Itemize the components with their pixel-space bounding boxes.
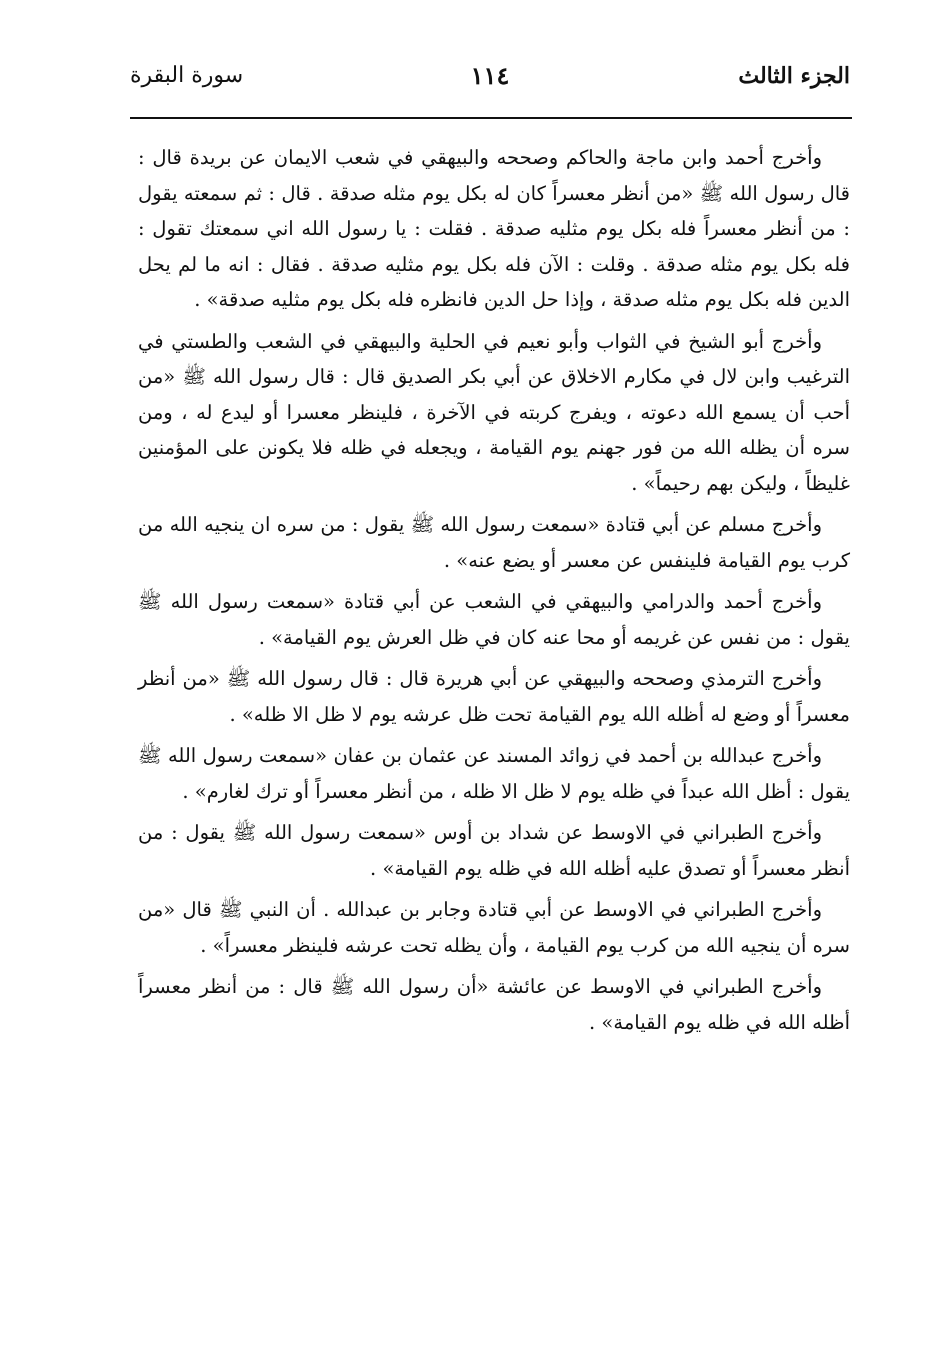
paragraph: وأخرج مسلم عن أبي قتادة «سمعت رسول الله ﷺ يقول : من سره ان ينجيه الله من كرب يوم القيامة فلينفس عن معسر أو يضع عنه» . [138,513,850,572]
paragraph: وأخرج أحمد وابن ماجة والحاكم وصححه والبيهقي في شعب الايمان عن بريدة قال : قال رسول الله ﷺ «من أنظر معسراً كان له بكل يوم مثله صدقة . قال : ثم سمعته يقول : من أنظر معسراً فله بكل يوم مثليه صدقة . فقلت : يا رسول الله اني سمعتك تقول : فله بكل يوم مثله صدقة . وقلت : الآن فله بكل يوم مثليه صدقة . فقال : انه ما لم يحل الدين فله بكل يوم مثله صدقة ، وإذا حل الدين فانظره فله بكل يوم مثليه صدقة» . [138,146,850,311]
paragraph: وأخرج الطبراني في الاوسط عن شداد بن أوس «سمعت رسول الله ﷺ يقول : من أنظر معسراً أو تصدق عليه أظله الله في ظله يوم القيامة» . [138,821,850,880]
surah-title: سورة البقرة [130,63,244,88]
paragraph: وأخرج أحمد والدرامي والبيهقي في الشعب عن أبي قتادة «سمعت رسول الله ﷺ يقول : من نفس عن غريمه أو محا عنه كان في ظل العرش يوم القيامة» . [138,590,850,649]
paragraph: وأخرج الترمذي وصححه والبيهقي عن أبي هريرة قال : قال رسول الله ﷺ «من أنظر معسراً أو وضع له أظله الله يوم القيامة تحت ظل عرشه يوم لا ظل الا ظله» . [138,667,850,726]
paragraph: وأخرج الطبراني في الاوسط عن عائشة «أن رسول الله ﷺ قال : من أنظر معسراً أظله الله في ظله يوم القيامة» . [138,975,850,1034]
page-number: ١١٤ [470,61,510,90]
page-header [130,58,850,98]
header-divider [130,117,852,119]
part-title: الجزء الثالث [738,63,850,89]
page-body [138,140,850,1046]
paragraph: وأخرج عبدالله بن أحمد في زوائد المسند عن عثمان بن عفان «سمعت رسول الله ﷺ يقول : أظل الله عبداً في ظله يوم لا ظل الا ظله ، من أنظر معسراً أو ترك لغارم» . [138,744,850,803]
paragraph: وأخرج الطبراني في الاوسط عن أبي قتادة وجابر بن عبدالله . أن النبي ﷺ قال «من سره أن ينجيه الله من كرب يوم القيامة ، وأن يظله تحت عرشه فلينظر معسراً» . [138,898,850,957]
paragraph: وأخرج أبو الشيخ في الثواب وأبو نعيم في الحلية والبيهقي في الشعب والطستي في الترغيب وابن لال في مكارم الاخلاق عن أبي بكر الصديق قال : قال رسول الله ﷺ «من أحب أن يسمع الله دعوته ، ويفرج كربته في الآخرة ، فلينظر معسرا أو ليدع له ، ومن سره أن يظله الله من فور جهنم يوم القيامة ، ويجعله في ظله فلا يكونن على المؤمنين غليظاً ، وليكن بهم رحيماً» . [138,329,850,495]
